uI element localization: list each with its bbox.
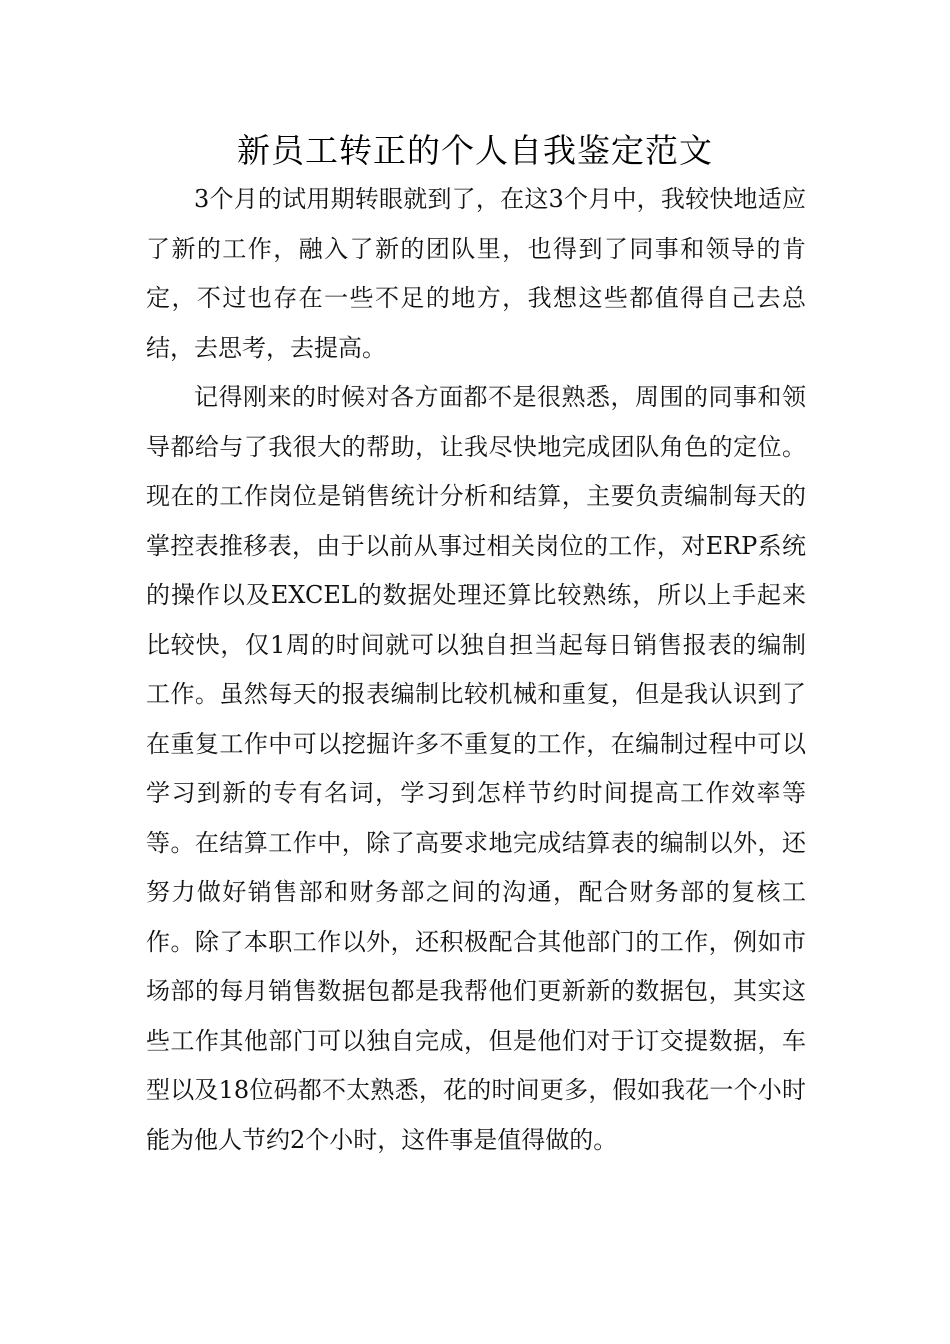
document-title: 新员工转正的个人自我鉴定范文	[237, 131, 713, 170]
document-body	[146, 175, 806, 1165]
paragraph-1: 3个月的试用期转眼就到了，在这3个月中，我较快地适应了新的工作，融入了新的团队里，也得到了同事和领导的肯定，不过也存在一些不足的地方，我想这些都值得自己去总结，去思考，去提高。	[146, 185, 806, 362]
paragraph-2: 记得刚来的时候对各方面都不是很熟悉，周围的同事和领导都给与了我很大的帮助，让我尽快地完成团队角色的定位。现在的工作岗位是销售统计分析和结算，主要负责编制每天的掌控表推移表，由于以前从事过相关岗位的工作，对ERP系统的操作以及EXCEL的数据处理还算比较熟练，所以上手起来比较快，仅1周的时间就可以独自担当起每日销售报表的编制工作。虽然每天的报表编制比较机械和重复，但是我认识到了在重复工作中可以挖掘许多不重复的工作，在编制过程中可以学习到新的专有名词，学习到怎样节约时间提高工作效率等等。在结算工作中，除了高要求地完成结算表的编制以外，还努力做好销售部和财务部之间的沟通，配合财务部的复核工作。除了本职工作以外，还积极配合其他部门的工作，例如市场部的每月销售数据包都是我帮他们更新新的数据包，其实这些工作其他部门可以独自完成，但是他们对于订交提数据，车型以及18位码都不太熟悉，花的时间更多，假如我花一个小时能为他人节约2个小时，这件事是值得做的。	[146, 383, 806, 1154]
